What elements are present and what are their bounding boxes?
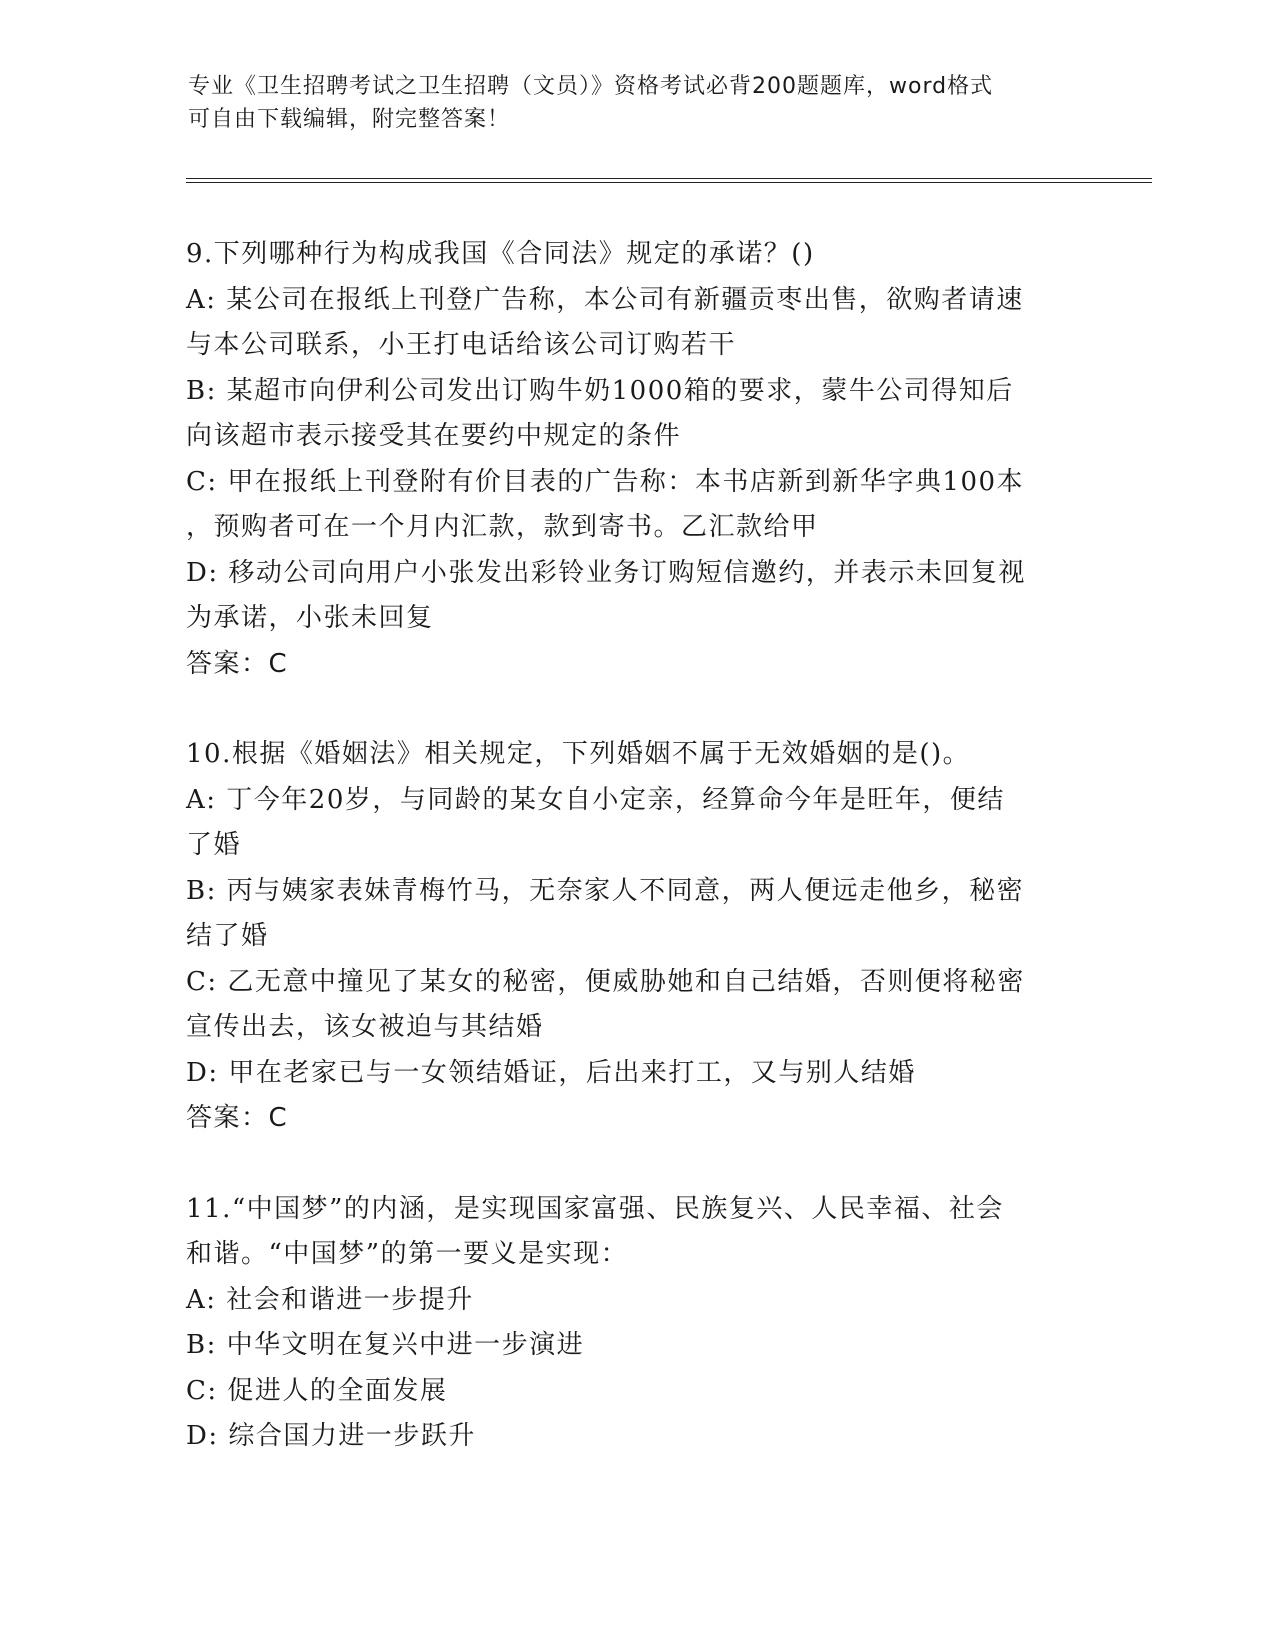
- option-text: ，预购者可在一个月内汇款，款到寄书。乙汇款给甲: [186, 512, 819, 542]
- question-stem: 和谐。“中国梦”的第一要义是实现：: [186, 1239, 629, 1269]
- question-11: [186, 1187, 1086, 1460]
- question-stem: 9.下列哪种行为构成我国《合同法》规定的承诺？(): [186, 239, 815, 269]
- option-text: B: 中华文明在复兴中进一步演进: [186, 1330, 585, 1360]
- option-d: [186, 1051, 1086, 1097]
- option-text: C: 促进人的全面发展: [186, 1375, 448, 1406]
- question-9: [186, 232, 1086, 687]
- option-text: 宣传出去，该女被迫与其结婚: [186, 1012, 544, 1042]
- question-stem: 10.根据《婚姻法》相关规定，下列婚姻不属于无效婚姻的是()。: [186, 739, 971, 769]
- option-b: [186, 369, 1086, 460]
- option-text: B: 丙与姨家表妹青梅竹马，无奈家人不同意，两人便远走他乡，秘密: [186, 875, 1025, 906]
- answer-label: 答案：C: [186, 648, 289, 679]
- option-text: D: 综合国力进一步跃升: [186, 1421, 476, 1451]
- question-10: [186, 732, 1086, 1142]
- header-title-line-2: 可自由下载编辑，附完整答案！: [188, 107, 511, 132]
- option-d: [186, 551, 1086, 642]
- option-a: [186, 278, 1086, 369]
- option-a: [186, 1278, 1086, 1324]
- question-list: [186, 232, 1086, 1505]
- option-text: D: 移动公司向用户小张发出彩铃业务订购短信邀约，并表示未回复视: [186, 557, 1026, 588]
- header-divider: [186, 178, 1152, 183]
- option-d: [186, 1414, 1086, 1460]
- question-stem: 11.“中国梦”的内涵，是实现国家富强、民族复兴、人民幸福、社会: [186, 1193, 1004, 1224]
- option-text: A: 社会和谐进一步提升: [186, 1284, 474, 1315]
- option-c: [186, 960, 1086, 1051]
- option-text: C: 甲在报纸上刊登附有价目表的广告称：本书店新到新华字典100本: [186, 466, 1025, 497]
- answer-label: 答案：C: [186, 1103, 289, 1133]
- option-text: A: 丁今年20岁，与同龄的某女自小定亲，经算命今年是旺年，便结: [186, 784, 1005, 815]
- option-text: 了婚: [186, 830, 242, 860]
- option-text: C: 乙无意中撞见了某女的秘密，便威胁她和自己结婚，否则便将秘密: [186, 966, 1025, 997]
- option-c: [186, 460, 1086, 551]
- option-text: 与本公司联系，小王打电话给该公司订购若干: [186, 330, 737, 360]
- option-b: [186, 1323, 1086, 1369]
- option-text: 结了婚: [186, 921, 269, 951]
- option-c: [186, 1369, 1086, 1415]
- option-b: [186, 869, 1086, 960]
- option-text: D: 甲在老家已与一女领结婚证，后出来打工，又与别人结婚: [186, 1057, 916, 1088]
- header-title-line-1: 专业《卫生招聘考试之卫生招聘（文员）》资格考试必背200题题库，word格式: [188, 74, 994, 99]
- document-header: [188, 70, 1068, 136]
- option-text: A: 某公司在报纸上刊登广告称，本公司有新疆贡枣出售，欲购者请速: [186, 284, 1024, 315]
- option-text: B: 某超市向伊利公司发出订购牛奶1000箱的要求，蒙牛公司得知后: [186, 375, 1014, 406]
- option-a: [186, 778, 1086, 869]
- option-text: 为承诺，小张未回复: [186, 603, 434, 633]
- option-text: 向该超市表示接受其在要约中规定的条件: [186, 421, 682, 451]
